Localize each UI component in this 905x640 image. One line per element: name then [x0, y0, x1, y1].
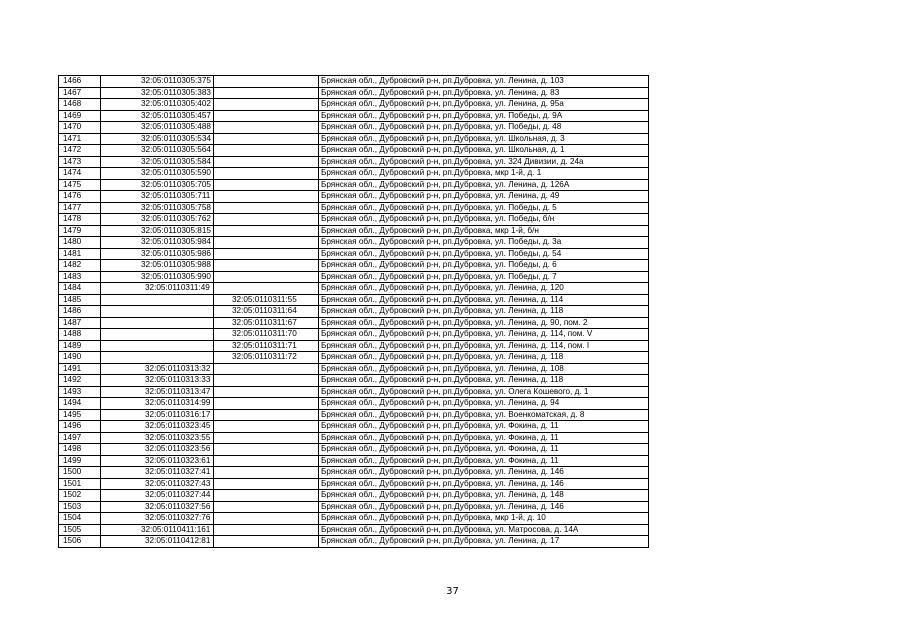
- cadastral-number-cell: 32:05:0110313:47: [101, 386, 214, 398]
- row-number-cell: 1466: [59, 76, 101, 88]
- cadastral-number-cell: 32:05:0110305:375: [101, 76, 214, 88]
- address-cell: Брянская обл., Дубровский р-н, рп.Дубровка, ул. Фокина, д. 11: [318, 432, 648, 444]
- address-cell: Брянская обл., Дубровский р-н, рп.Дубровка, ул. Военкоматская, д. 8: [318, 409, 648, 421]
- address-cell: Брянская обл., Дубровский р-н, рп.Дубровка, ул. Победы, д. 6: [318, 260, 648, 272]
- building-cadastral-number-cell: [213, 363, 318, 375]
- table-row: [59, 248, 649, 260]
- cadastral-number-cell: 32:05:0110313:33: [101, 375, 214, 387]
- building-cadastral-number-cell: [213, 467, 318, 479]
- building-cadastral-number-cell: [213, 133, 318, 145]
- address-cell: Брянская обл., Дубровский р-н, рп.Дубровка, ул. Победы, д. 48: [318, 122, 648, 134]
- building-cadastral-number-cell: 32:05:0110311:72: [213, 352, 318, 364]
- building-cadastral-number-cell: [213, 283, 318, 295]
- building-cadastral-number-cell: [213, 110, 318, 122]
- building-cadastral-number-cell: 32:05:0110311:71: [213, 340, 318, 352]
- building-cadastral-number-cell: [213, 271, 318, 283]
- building-cadastral-number-cell: 32:05:0110311:67: [213, 317, 318, 329]
- building-cadastral-number-cell: [213, 386, 318, 398]
- address-cell: Брянская обл., Дубровский р-н, рп.Дубровка, мкр 1-й, д. 10: [318, 513, 648, 525]
- building-cadastral-number-cell: [213, 455, 318, 467]
- building-cadastral-number-cell: [213, 501, 318, 513]
- table-row: [59, 191, 649, 203]
- cadastral-number-cell: 32:05:0110305:758: [101, 202, 214, 214]
- cadastral-table: [58, 75, 649, 548]
- row-number-cell: 1492: [59, 375, 101, 387]
- cadastral-number-cell: 32:05:0110327:41: [101, 467, 214, 479]
- row-number-cell: 1496: [59, 421, 101, 433]
- table-row: [59, 294, 649, 306]
- table-row: [59, 260, 649, 272]
- row-number-cell: 1499: [59, 455, 101, 467]
- building-cadastral-number-cell: 32:05:0110311:64: [213, 306, 318, 318]
- address-cell: Брянская обл., Дубровский р-н, рп.Дубровка, ул. Победы, д. 5: [318, 202, 648, 214]
- building-cadastral-number-cell: [213, 513, 318, 525]
- address-cell: Брянская обл., Дубровский р-н, рп.Дубровка, ул. Победы, д. 54: [318, 248, 648, 260]
- address-cell: Брянская обл., Дубровский р-н, рп.Дубровка, ул. Ленина, д. 17: [318, 536, 648, 548]
- row-number-cell: 1493: [59, 386, 101, 398]
- cadastral-number-cell: 32:05:0110327:56: [101, 501, 214, 513]
- row-number-cell: 1471: [59, 133, 101, 145]
- table-row: [59, 467, 649, 479]
- address-cell: Брянская обл., Дубровский р-н, рп.Дубровка, ул. Олега Кошевого, д. 1: [318, 386, 648, 398]
- building-cadastral-number-cell: [213, 444, 318, 456]
- building-cadastral-number-cell: [213, 248, 318, 260]
- cadastral-number-cell: 32:05:0110327:44: [101, 490, 214, 502]
- address-cell: Брянская обл., Дубровский р-н, рп.Дубровка, ул. Школьная, д. 3: [318, 133, 648, 145]
- cadastral-number-cell: 32:05:0110305:590: [101, 168, 214, 180]
- row-number-cell: 1477: [59, 202, 101, 214]
- building-cadastral-number-cell: [213, 99, 318, 111]
- row-number-cell: 1479: [59, 225, 101, 237]
- cadastral-number-cell: 32:05:0110305:988: [101, 260, 214, 272]
- table-row: [59, 133, 649, 145]
- cadastral-number-cell: 32:05:0110305:986: [101, 248, 214, 260]
- address-cell: Брянская обл., Дубровский р-н, рп.Дубровка, ул. Ленина, д. 118: [318, 306, 648, 318]
- address-cell: Брянская обл., Дубровский р-н, рп.Дубровка, ул. Ленина, д. 120: [318, 283, 648, 295]
- address-cell: Брянская обл., Дубровский р-н, рп.Дубровка, ул. Фокина, д. 11: [318, 455, 648, 467]
- building-cadastral-number-cell: [213, 225, 318, 237]
- cadastral-number-cell: 32:05:0110305:584: [101, 156, 214, 168]
- building-cadastral-number-cell: [213, 145, 318, 157]
- row-number-cell: 1486: [59, 306, 101, 318]
- cadastral-number-cell: 32:05:0110327:43: [101, 478, 214, 490]
- table-row: [59, 99, 649, 111]
- table-row: [59, 306, 649, 318]
- table-row: [59, 225, 649, 237]
- cadastral-number-cell: 32:05:0110305:815: [101, 225, 214, 237]
- building-cadastral-number-cell: [213, 237, 318, 249]
- address-cell: Брянская обл., Дубровский р-н, рп.Дубровка, ул. Школьная, д. 1: [318, 145, 648, 157]
- address-cell: Брянская обл., Дубровский р-н, рп.Дубровка, ул. Матросова, д. 14А: [318, 524, 648, 536]
- row-number-cell: 1503: [59, 501, 101, 513]
- cadastral-number-cell: 32:05:0110323:45: [101, 421, 214, 433]
- cadastral-number-cell: 32:05:0110327:76: [101, 513, 214, 525]
- address-cell: Брянская обл., Дубровский р-н, рп.Дубровка, ул. Ленина, д. 114, пом. V: [318, 329, 648, 341]
- table-row: [59, 317, 649, 329]
- address-cell: Брянская обл., Дубровский р-н, рп.Дубровка, ул. Победы, д. 9А: [318, 110, 648, 122]
- row-number-cell: 1476: [59, 191, 101, 203]
- building-cadastral-number-cell: [213, 76, 318, 88]
- row-number-cell: 1498: [59, 444, 101, 456]
- row-number-cell: 1505: [59, 524, 101, 536]
- cadastral-number-cell: 32:05:0110323:55: [101, 432, 214, 444]
- address-cell: Брянская обл., Дубровский р-н, рп.Дубровка, ул. Ленина, д. 95а: [318, 99, 648, 111]
- row-number-cell: 1491: [59, 363, 101, 375]
- table-row: [59, 271, 649, 283]
- table-row: [59, 501, 649, 513]
- address-cell: Брянская обл., Дубровский р-н, рп.Дубровка, мкр 1-й, б/н: [318, 225, 648, 237]
- table-row: [59, 513, 649, 525]
- building-cadastral-number-cell: [213, 87, 318, 99]
- building-cadastral-number-cell: [213, 375, 318, 387]
- table-row: [59, 478, 649, 490]
- cadastral-number-cell: 32:05:0110305:990: [101, 271, 214, 283]
- table-row: [59, 409, 649, 421]
- row-number-cell: 1506: [59, 536, 101, 548]
- cadastral-number-cell: 32:05:0110305:402: [101, 99, 214, 111]
- cadastral-number-cell: [101, 294, 214, 306]
- building-cadastral-number-cell: [213, 398, 318, 410]
- row-number-cell: 1484: [59, 283, 101, 295]
- cadastral-number-cell: 32:05:0110316:17: [101, 409, 214, 421]
- table-row: [59, 386, 649, 398]
- address-cell: Брянская обл., Дубровский р-н, рп.Дубровка, ул. Ленина, д. 146: [318, 467, 648, 479]
- building-cadastral-number-cell: [213, 490, 318, 502]
- address-cell: Брянская обл., Дубровский р-н, рп.Дубровка, ул. Ленина, д. 90, пом. 2: [318, 317, 648, 329]
- building-cadastral-number-cell: [213, 168, 318, 180]
- building-cadastral-number-cell: 32:05:0110311:70: [213, 329, 318, 341]
- cadastral-number-cell: 32:05:0110305:457: [101, 110, 214, 122]
- table-row: [59, 202, 649, 214]
- cadastral-number-cell: [101, 340, 214, 352]
- cadastral-number-cell: 32:05:0110311:49: [101, 283, 214, 295]
- cadastral-number-cell: 32:05:0110323:61: [101, 455, 214, 467]
- table-row: [59, 145, 649, 157]
- row-number-cell: 1470: [59, 122, 101, 134]
- address-cell: Брянская обл., Дубровский р-н, рп.Дубровка, ул. Фокина, д. 11: [318, 421, 648, 433]
- table-body: [59, 76, 649, 548]
- table-row: [59, 444, 649, 456]
- address-cell: Брянская обл., Дубровский р-н, рп.Дубровка, ул. Ленина, д. 126А: [318, 179, 648, 191]
- row-number-cell: 1483: [59, 271, 101, 283]
- row-number-cell: 1485: [59, 294, 101, 306]
- cadastral-number-cell: 32:05:0110323:56: [101, 444, 214, 456]
- row-number-cell: 1472: [59, 145, 101, 157]
- row-number-cell: 1494: [59, 398, 101, 410]
- row-number-cell: 1475: [59, 179, 101, 191]
- row-number-cell: 1488: [59, 329, 101, 341]
- building-cadastral-number-cell: [213, 260, 318, 272]
- address-cell: Брянская обл., Дубровский р-н, рп.Дубровка, ул. Ленина, д. 108: [318, 363, 648, 375]
- page-number: 37: [446, 586, 459, 597]
- table-row: [59, 283, 649, 295]
- building-cadastral-number-cell: [213, 191, 318, 203]
- row-number-cell: 1481: [59, 248, 101, 260]
- building-cadastral-number-cell: [213, 409, 318, 421]
- table-row: [59, 352, 649, 364]
- building-cadastral-number-cell: [213, 179, 318, 191]
- cadastral-number-cell: 32:05:0110412:81: [101, 536, 214, 548]
- address-cell: Брянская обл., Дубровский р-н, рп.Дубровка, ул. 324 Дивизии, д. 24а: [318, 156, 648, 168]
- table-row: [59, 110, 649, 122]
- table-row: [59, 340, 649, 352]
- address-cell: Брянская обл., Дубровский р-н, рп.Дубровка, ул. Ленина, д. 148: [318, 490, 648, 502]
- row-number-cell: 1478: [59, 214, 101, 226]
- address-cell: Брянская обл., Дубровский р-н, рп.Дубровка, мкр 1-й, д. 1: [318, 168, 648, 180]
- address-cell: Брянская обл., Дубровский р-н, рп.Дубровка, ул. Ленина, д. 146: [318, 501, 648, 513]
- table-row: [59, 168, 649, 180]
- row-number-cell: 1474: [59, 168, 101, 180]
- address-cell: Брянская обл., Дубровский р-н, рп.Дубровка, ул. Ленина, д. 118: [318, 375, 648, 387]
- table-row: [59, 214, 649, 226]
- cadastral-number-cell: 32:05:0110305:564: [101, 145, 214, 157]
- building-cadastral-number-cell: [213, 536, 318, 548]
- address-cell: Брянская обл., Дубровский р-н, рп.Дубровка, ул. Победы, д. 3а: [318, 237, 648, 249]
- table-row: [59, 87, 649, 99]
- address-cell: Брянская обл., Дубровский р-н, рп.Дубровка, ул. Фокина, д. 11: [318, 444, 648, 456]
- table-row: [59, 363, 649, 375]
- address-cell: Брянская обл., Дубровский р-н, рп.Дубровка, ул. Ленина, д. 103: [318, 76, 648, 88]
- building-cadastral-number-cell: [213, 478, 318, 490]
- building-cadastral-number-cell: [213, 432, 318, 444]
- cadastral-number-cell: 32:05:0110314:99: [101, 398, 214, 410]
- table-row: [59, 156, 649, 168]
- table-row: [59, 329, 649, 341]
- table-row: [59, 375, 649, 387]
- row-number-cell: 1490: [59, 352, 101, 364]
- cadastral-number-cell: 32:05:0110411:161: [101, 524, 214, 536]
- cadastral-number-cell: 32:05:0110305:711: [101, 191, 214, 203]
- table-row: [59, 179, 649, 191]
- cadastral-number-cell: 32:05:0110305:488: [101, 122, 214, 134]
- building-cadastral-number-cell: [213, 214, 318, 226]
- address-cell: Брянская обл., Дубровский р-н, рп.Дубровка, ул. Ленина, д. 94: [318, 398, 648, 410]
- address-cell: Брянская обл., Дубровский р-н, рп.Дубровка, ул. Победы, б/н: [318, 214, 648, 226]
- row-number-cell: 1500: [59, 467, 101, 479]
- address-cell: Брянская обл., Дубровский р-н, рп.Дубровка, ул. Ленина, д. 114: [318, 294, 648, 306]
- table-row: [59, 536, 649, 548]
- table-row: [59, 237, 649, 249]
- table-row: [59, 455, 649, 467]
- row-number-cell: 1502: [59, 490, 101, 502]
- row-number-cell: 1489: [59, 340, 101, 352]
- cadastral-number-cell: 32:05:0110305:705: [101, 179, 214, 191]
- row-number-cell: 1469: [59, 110, 101, 122]
- address-cell: Брянская обл., Дубровский р-н, рп.Дубровка, ул. Победы, д. 7: [318, 271, 648, 283]
- table-row: [59, 122, 649, 134]
- address-cell: Брянская обл., Дубровский р-н, рп.Дубровка, ул. Ленина, д. 49: [318, 191, 648, 203]
- row-number-cell: 1467: [59, 87, 101, 99]
- table-row: [59, 421, 649, 433]
- building-cadastral-number-cell: [213, 202, 318, 214]
- table-row: [59, 76, 649, 88]
- row-number-cell: 1482: [59, 260, 101, 272]
- address-cell: Брянская обл., Дубровский р-н, рп.Дубровка, ул. Ленина, д. 83: [318, 87, 648, 99]
- building-cadastral-number-cell: [213, 156, 318, 168]
- building-cadastral-number-cell: 32:05:0110311:55: [213, 294, 318, 306]
- cadastral-number-cell: 32:05:0110305:383: [101, 87, 214, 99]
- building-cadastral-number-cell: [213, 122, 318, 134]
- cadastral-number-cell: 32:05:0110305:762: [101, 214, 214, 226]
- row-number-cell: 1480: [59, 237, 101, 249]
- address-cell: Брянская обл., Дубровский р-н, рп.Дубровка, ул. Ленина, д. 118: [318, 352, 648, 364]
- cadastral-number-cell: 32:05:0110313:32: [101, 363, 214, 375]
- row-number-cell: 1468: [59, 99, 101, 111]
- cadastral-number-cell: [101, 317, 214, 329]
- row-number-cell: 1501: [59, 478, 101, 490]
- cadastral-number-cell: 32:05:0110305:534: [101, 133, 214, 145]
- address-cell: Брянская обл., Дубровский р-н, рп.Дубровка, ул. Ленина, д. 146: [318, 478, 648, 490]
- row-number-cell: 1487: [59, 317, 101, 329]
- table-row: [59, 432, 649, 444]
- row-number-cell: 1497: [59, 432, 101, 444]
- table-row: [59, 524, 649, 536]
- row-number-cell: 1495: [59, 409, 101, 421]
- cadastral-number-cell: [101, 306, 214, 318]
- building-cadastral-number-cell: [213, 524, 318, 536]
- building-cadastral-number-cell: [213, 421, 318, 433]
- cadastral-number-cell: 32:05:0110305:984: [101, 237, 214, 249]
- row-number-cell: 1473: [59, 156, 101, 168]
- cadastral-number-cell: [101, 329, 214, 341]
- cadastral-number-cell: [101, 352, 214, 364]
- address-cell: Брянская обл., Дубровский р-н, рп.Дубровка, ул. Ленина, д. 114, пом. I: [318, 340, 648, 352]
- table-row: [59, 398, 649, 410]
- row-number-cell: 1504: [59, 513, 101, 525]
- table-row: [59, 490, 649, 502]
